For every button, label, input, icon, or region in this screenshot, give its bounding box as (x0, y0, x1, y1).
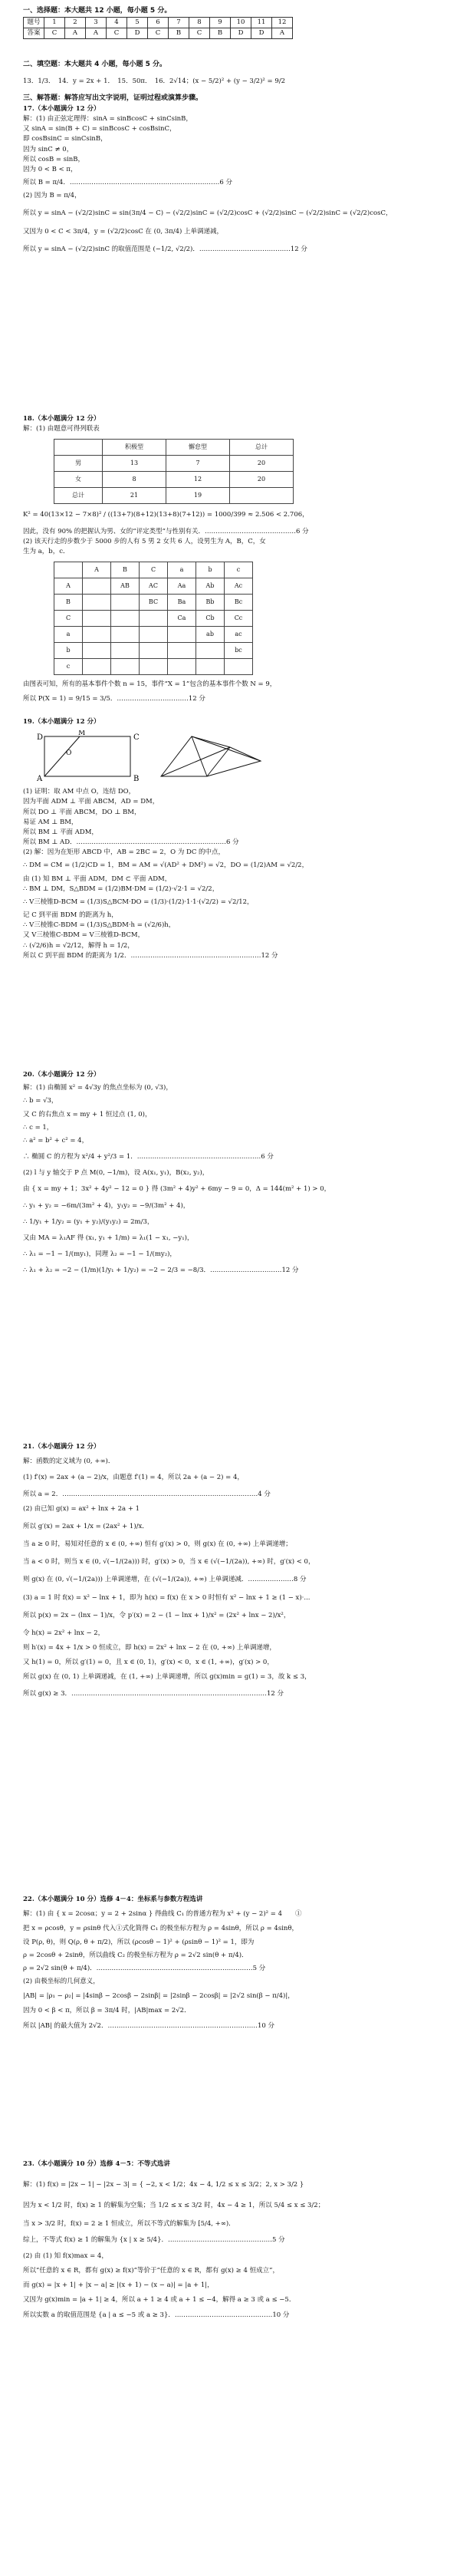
q19-line: (1) 证明：取 AM 中点 O，连结 DO， (23, 788, 136, 796)
fig-label-C: C (133, 733, 140, 743)
answer-key-letter: D (251, 28, 272, 39)
q19-section (23, 717, 437, 961)
contingency-cell: 8 (103, 472, 166, 488)
q18-line: (2) 该天行走的步数少于 5000 步的人有 5 男 2 女共 6 人，设男生为 A，B，C，女 (23, 537, 266, 545)
q22-line: 因为 0 < β < π，所以 β = 3π/4 时，|AB|max = 2√2． (23, 2007, 191, 2015)
contingency-cell: 20 (230, 472, 294, 488)
outcome-cell: Ab (196, 578, 225, 595)
contingency-cell: 21 (103, 488, 166, 504)
answer-key-letter: C (44, 28, 65, 39)
q21-line: 当 a < 0 时，则当 x ∈ (0, √(−1/(2a))) 时，g′(x) > 0，当 x ∈ (√(−1/(2a)), +∞) 时，g′(x) < 0， (23, 1558, 315, 1566)
outcome-cell: b (196, 562, 225, 578)
outcome-cell: Bc (225, 595, 253, 611)
answer-key-number: 12 (272, 17, 293, 28)
outcome-cell (111, 611, 140, 627)
q23-line: 当 x > 3/2 时，f(x) = 2 ≥ 1 恒成立，所以不等式的解集为 [5/4, +∞)． (23, 2219, 235, 2228)
outcome-cell: AB (111, 578, 140, 595)
answer-key-number-row (24, 17, 293, 28)
outcome-cell (111, 627, 140, 643)
q19-line: 记 C 到平面 BDM 的距离为 h， (23, 911, 118, 920)
outcome-cell (140, 643, 168, 659)
q20-section (23, 1070, 437, 1282)
q18-line: 由图表可知，所有的基本事件个数 n = 15，事件“X = 1”包含的基本事件个数 N = 9， (23, 680, 277, 689)
q18-title: 18.（本小题满分 12 分） (23, 415, 100, 423)
q23-line: 所以“任意的 x ∈ R，都有 g(x) ≥ f(x)”等价于“任意的 x ∈ R，都有 g(x) ≥ 4 恒成立”， (23, 2267, 279, 2275)
outcome-cell (83, 643, 111, 659)
q17-line: 所以 B = π/4．……………………………………………………………6 分 (23, 179, 232, 187)
answer-key-number: 10 (231, 17, 251, 28)
answer-key-number: 8 (189, 17, 210, 28)
q22-line: 所以 |AB| 的最大值为 2√2．……………………………………………………………10 分 (23, 2021, 274, 2030)
contingency-cell: 12 (166, 472, 230, 488)
q19-line: ∴ V三棱锥C-BDM = (1/3)S△BDM·h = (√2/6)h， (23, 921, 176, 930)
q20-line: 解：(1) 由椭圆 x² = 4√3y 的焦点坐标为 (0, √3)， (23, 1084, 172, 1092)
outcome-cell (111, 643, 140, 659)
q20-line: ∴ 1/y₁ + 1/y₂ = (y₁ + y₂)/(y₁y₂) = 2m/3， (23, 1217, 154, 1226)
answer-key-number: 5 (127, 17, 148, 28)
outcome-cell: B (54, 595, 83, 611)
q19-line: ∴ BM ⊥ DM，S△BDM = (1/2)BM·DM = (1/2)·√2·1 = √2/2， (23, 884, 219, 893)
rectangle-figure (44, 736, 130, 776)
q21-line: 解：函数的定义域为 (0, +∞)． (23, 1458, 115, 1466)
q17-line: 因为 0 < B < π， (23, 165, 77, 173)
q19-line: 所以 C 到平面 BDM 的距离为 1/2．……………………………………………………12 分 (23, 951, 278, 960)
q19-figure (31, 730, 337, 784)
q22-line: 设 P(ρ, θ)，则 Q(ρ, θ + π/2)，所以 (ρcosθ − 1)² + (ρsinθ − 1)² = 1，即为 (23, 1938, 255, 1946)
answer-key-letter: C (189, 28, 210, 39)
q17-line: 解：(1) 由正弦定理得：sinA = sinBcosC + sinCsinB， (23, 115, 192, 124)
part2-answers: 13．1/3． 14．y = 2x + 1． 15．50π． 16．2√14；(x − 5/2)² + (y − 3/2)² = 9/2 (23, 77, 286, 85)
q23-line: 综上，不等式 f(x) ≥ 1 的解集为 {x | x ≥ 5/4}．…………………………………………5 分 (23, 2235, 285, 2244)
answer-key-table (23, 17, 293, 39)
outcome-cell (225, 659, 253, 675)
answer-key-letter: D (231, 28, 251, 39)
q17-line: 因为 sinC ≠ 0， (23, 145, 74, 153)
outcome-cell (54, 562, 83, 578)
outcome-cell (83, 627, 111, 643)
fig-label-B: B (133, 775, 140, 784)
q21-line: 所以 a = 2．………………………………………………………………………………4 分 (23, 1490, 271, 1498)
outcome-cell (83, 611, 111, 627)
q21-line: 则 g(x) 在 (0, √(−1/(2a))) 上单调递增，在 (√(−1/(2a)), +∞) 上单调递减．…………………8 分 (23, 1576, 307, 1584)
q23-line: (2) 由 (1) 知 f(x)max = 4， (23, 2252, 108, 2260)
q17-line: 17.（本小题满分 12 分） (23, 104, 100, 113)
q21-line: 所以 g(x) 在 (0, 1) 上单调递减，在 (1, +∞) 上单调递增，所以 g(x)min = g(1) = 3，故 k ≤ 3， (23, 1673, 311, 1682)
outcome-cell (140, 611, 168, 627)
outcome-cell (83, 578, 111, 595)
part1-heading: 一、选择题：本大题共 12 小题，每小题 5 分。 (23, 7, 172, 15)
q18-line: 所以 P(X = 1) = 9/15 = 3/5．……………………………12 分 (23, 695, 205, 703)
q17-line: 又因为 0 < C < 3π/4，y = (√2/2)cosC 在 (0, 3π/4) 上单调递减， (23, 227, 224, 236)
outcome-row (54, 611, 253, 627)
outcome-cell: a (168, 562, 196, 578)
fig-label-O: O (66, 749, 72, 758)
outcome-cell: Cc (225, 611, 253, 627)
q22-line: (2) 由极坐标的几何意义， (23, 1978, 100, 1986)
contingency-cell: 男 (54, 456, 103, 472)
q17-line: 又 sinA = sin(B + C) = sinBcosC + cosBsinC， (23, 125, 176, 133)
outcome-cell: Aa (168, 578, 196, 595)
contingency-header-row (54, 440, 294, 456)
q18-line: 解：(1) 由题意可得列联表 (23, 425, 100, 433)
q23-line: 又因为 g(x)min = |a + 1| ≥ 4，所以 a + 1 ≥ 4 或 a + 1 ≤ −4，解得 a ≥ 3 或 a ≤ −5． (23, 2296, 296, 2304)
answer-key-answer-header: 答案 (24, 28, 44, 39)
outcome-cell (111, 595, 140, 611)
q21-line: 所以 g′(x) = 2ax + 1/x = (2ax² + 1)/x． (23, 1522, 149, 1530)
outcome-cell: A (54, 578, 83, 595)
outcome-row (54, 659, 253, 675)
answer-key-letter: D (127, 28, 148, 39)
q20-line: ∴ y₁ + y₂ = −6m/(3m² + 4)，y₁y₂ = −9/(3m² + 4)， (23, 1201, 190, 1210)
q20-line: ∴ a² = b² + c² = 4， (23, 1136, 89, 1145)
answer-key-number: 1 (44, 17, 65, 28)
q20-line: ∴ b = √3， (23, 1097, 58, 1105)
fig-label-A: A (37, 775, 43, 784)
q22-line: ρ = 2√2 sin(θ + π/4)．………………………………………………………………5 分 (23, 1964, 266, 1972)
q19-line: ∴ V三棱锥D-BCM = (1/3)S△BCM·DO = (1/3)·(1/2)·1·1·(√2/2) = √2/12， (23, 898, 254, 906)
q23-line: 所以实数 a 的取值范围是 {a | a ≤ −5 或 a ≥ 3}．………………………………………10 分 (23, 2311, 290, 2319)
outcome-cell: C (140, 562, 168, 578)
outcome-cell: a (54, 627, 83, 643)
contingency-cell: 19 (166, 488, 230, 504)
fig-label-D: D (37, 733, 44, 743)
outcome-cell: AC (140, 578, 168, 595)
outcome-cell (140, 627, 168, 643)
q18-section (23, 414, 437, 704)
q23-section (23, 2159, 437, 2325)
q21-line: 则 h′(x) = 4x + 1/x > 0 恒成立，即 h(x) = 2x² + lnx − 2 在 (0, +∞) 上单调递增， (23, 1644, 276, 1652)
q20-line: 又由 MA = λ₁AF 得 (x₁, y₁ + 1/m) = λ₁(1 − x₁, −y₁)， (23, 1234, 194, 1242)
q19-line: 因为平面 ADM ⊥ 平面 ABCM，AD = DM， (23, 798, 159, 806)
contingency-cell: 总计 (54, 488, 103, 504)
answer-key-answer-row (24, 28, 293, 39)
q20-line: ∴ λ₁ + λ₂ = −2 − (1/m)(1/y₁ + 1/y₂) = −2 − 2/3 = −8/3．……………………………12 分 (23, 1267, 299, 1275)
q18-line: 因此，没有 90% 的把握认为男、女的“评定类型”与性别有关．……………………………………6 分 (23, 527, 309, 535)
q17-section (23, 94, 437, 262)
q20-line: ∴ 椭圆 C 的方程为 x²/4 + y²/3 = 1．…………………………………………………6 分 (23, 1153, 274, 1161)
outcome-cell: Ba (168, 595, 196, 611)
q22-line: 把 x = ρcosθ，y = ρsinθ 代入①式化简得 C₁ 的极坐标方程为 ρ = 4sinθ，所以 ρ = 4sinθ， (23, 1925, 299, 1933)
answer-key-letter: A (65, 28, 86, 39)
outcome-row (54, 627, 253, 643)
q17-line: 即 cosBsinC = sinCsinB， (23, 135, 107, 143)
contingency-cell: 20 (230, 456, 294, 472)
part1-section (23, 6, 437, 39)
outcome-cell: A (83, 562, 111, 578)
q18-line: 生为 a，b，c． (23, 547, 70, 555)
q21-line: 令 h(x) = 2x² + lnx − 2， (23, 1629, 105, 1637)
q19-line: ∴ DM = CM = (1/2)CD = 1，BM = AM = √(AD² + DM²) = √2，DO = (1/2)AM = √2/2， (23, 861, 309, 870)
outcome-row (54, 578, 253, 595)
outcome-cell: c (54, 659, 83, 675)
q18-line: K² = 40(13×12 − 7×8)² / ((13+7)(8+12)(13+8)(7+12)) = 1000/399 ≈ 2.506 < 2.706， (23, 511, 309, 519)
contingency-cell: 7 (166, 456, 230, 472)
q20-line: 由 { x = my + 1；3x² + 4y² − 12 = 0 } 得 (3m² + 4)y² + 6my − 9 = 0，Δ = 144(m² + 1) > 0， (23, 1185, 331, 1194)
outcome-row (54, 643, 253, 659)
outcome-cell (168, 659, 196, 675)
outcome-cell: b (54, 643, 83, 659)
q20-line: (2) l 与 y 轴交于 P 点 M(0, −1/m)，设 A(x₁, y₁)，B(x₂, y₂)， (23, 1169, 209, 1178)
q17-line: 所以 cosB = sinB， (23, 155, 85, 163)
outcome-cell: Cb (196, 611, 225, 627)
answer-key-letter: A (272, 28, 293, 39)
q19-title: 19.（本小题满分 12 分） (23, 718, 100, 726)
outcome-cell (83, 595, 111, 611)
answer-key-number: 3 (86, 17, 107, 28)
q21-line: 所以 p(x) = 2x − (lnx − 1)/x，令 p′(x) = 2 − (1 − lnx + 1)/x² = (2x² + lnx − 2)/x²， (23, 1611, 291, 1619)
q19-line: 又 V三棱锥C-BDM = V三棱锥D-BCM， (23, 931, 145, 940)
outcome-row (54, 562, 253, 578)
q21-line: (2) 由已知 g(x) = ax² + lnx + 2a + 1 (23, 1504, 140, 1513)
q19-line: 所以 BM ⊥ AD．……………………………………………………………6 分 (23, 838, 239, 847)
q20-line: 又 C 的右焦点 x = my + 1 恒过点 (1, 0)， (23, 1110, 152, 1118)
answer-key-number: 11 (251, 17, 272, 28)
q22-line: |AB| = |ρ₁ − ρ₂| = |4sinβ − 2cosβ − 2sinβ| = |2sinβ − 2cosβ| = |2√2 sin(β − π/4)|， (23, 1992, 294, 2001)
q21-line: 当 a ≥ 0 时，易知对任意的 x ∈ (0, +∞) 恒有 g′(x) > 0，则 g(x) 在 (0, +∞) 上单调递增； (23, 1540, 292, 1549)
q17-line: 所以 y = sinA − (√2/2)sinC = sin(3π/4 − C) − (√2/2)sinC = (√2/2)cosC + (√2/2)sinC − (√2/2)sinC = (√2/2)cosC， (23, 209, 393, 218)
outcome-cell: Ac (225, 578, 253, 595)
answer-key-number: 9 (210, 17, 231, 28)
q20-line: ∴ λ₁ = −1 − 1/(my₁)，同理 λ₂ = −1 − 1/(my₂)， (23, 1250, 176, 1259)
part2-section (23, 60, 437, 87)
q23-line: 解：(1) f(x) = |2x − 1| − |2x − 3| = { −2, x < 1/2；4x − 4, 1/2 ≤ x ≤ 3/2；2, x > 3/2 } (23, 2181, 304, 2189)
outcome-cell: BC (140, 595, 168, 611)
q21-line: 又 h(1) = 0，所以 g′(1) = 0，且 x ∈ (0, 1)，g′(x) < 0，x ∈ (1, +∞)，g′(x) > 0， (23, 1659, 274, 1667)
q21-line: (3) a = 1 时 f(x) = x² − lnx + 1，即为 h(x) = f(x) 在 x > 0 时恒有 x² − lnx + 1 ≥ (1 − x)·... (23, 1593, 310, 1602)
q23-title: 23.（本小题满分 10 分）选修 4－5：不等式选讲 (23, 2160, 170, 2168)
contingency-row (54, 472, 294, 488)
q20-title: 20.（本小题满分 12 分） (23, 1071, 100, 1079)
outcome-cell: c (225, 562, 253, 578)
outcome-cell: Bb (196, 595, 225, 611)
answer-key-number: 6 (148, 17, 169, 28)
q20-line: ∴ c = 1， (23, 1123, 54, 1132)
outcome-table (54, 562, 253, 675)
part3-heading: 三、解答题：解答应写出文字说明，证明过程或演算步骤。 (23, 94, 203, 102)
contingency-header: 积极型 (103, 440, 166, 456)
q22-title: 22.（本小题满分 10 分）选修 4－4：坐标系与参数方程选讲 (23, 1896, 203, 1903)
q21-line: (1) f′(x) = 2ax + (a − 2)/x，由题意 f′(1) = 4，所以 2a + (a − 2) = 4， (23, 1474, 244, 1482)
q17-line: (2) 因为 B = π/4， (23, 192, 81, 200)
answer-key-letter: A (86, 28, 107, 39)
fig-label-M: M (78, 730, 86, 738)
q22-section (23, 1895, 437, 2034)
contingency-cell: 女 (54, 472, 103, 488)
outcome-cell: B (111, 562, 140, 578)
q22-line: ρ = 2cosθ + 2sinθ，所以曲线 C₂ 的极坐标方程为 ρ = 2√2 sin(θ + π/4)． (23, 1951, 248, 1959)
contingency-table (54, 439, 294, 504)
answer-key-number: 4 (107, 17, 127, 28)
q19-line: 由 (1) 知 BM ⊥ 平面 ADM，DM ⊂ 平面 ADM， (23, 875, 172, 883)
q19-line: 所以 DO ⊥ 平面 ABCM，DO ⊥ BM， (23, 808, 141, 816)
answer-key-letter: B (210, 28, 231, 39)
contingency-header: 总计 (230, 440, 294, 456)
q19-line: 易证 AM ⊥ BM， (23, 818, 78, 826)
outcome-cell: ac (225, 627, 253, 643)
pyramid-figure (161, 736, 261, 776)
outcome-cell: C (54, 611, 83, 627)
outcome-cell (196, 643, 225, 659)
contingency-cell: 13 (103, 456, 166, 472)
q21-section (23, 1442, 437, 1705)
q19-line: (2) 解：因为在矩形 ABCD 中，AB = 2BC = 2，O 为 DC 的中点， (23, 848, 225, 857)
contingency-row (54, 488, 294, 504)
part2-heading: 二、填空题：本大题共 4 小题，每小题 5 分。 (23, 61, 167, 68)
outcome-cell (168, 643, 196, 659)
answer-key-letter: C (148, 28, 169, 39)
answer-key-letter: B (169, 28, 189, 39)
contingency-header (54, 440, 103, 456)
outcome-cell (111, 659, 140, 675)
answer-key-number: 7 (169, 17, 189, 28)
outcome-cell: ab (196, 627, 225, 643)
q23-line: 因为 x < 1/2 时，f(x) ≥ 1 的解集为空集；当 1/2 ≤ x ≤ 3/2 时，4x − 4 ≥ 1，所以 5/4 ≤ x ≤ 3/2； (23, 2202, 325, 2210)
answer-key-letter: C (107, 28, 127, 39)
outcome-cell (168, 627, 196, 643)
outcome-cell: bc (225, 643, 253, 659)
outcome-row (54, 595, 253, 611)
answer-key-row-header: 题号 (24, 17, 44, 28)
q19-line: ∴ (√2/6)h = √2/12，解得 h = 1/2， (23, 941, 134, 950)
q17-line: 所以 y = sinA − (√2/2)sinC 的取值范围是 (−1/2, √2/2)．……………………………………12 分 (23, 245, 307, 253)
contingency-header: 懈怠型 (166, 440, 230, 456)
q23-line: 而 g(x) = |x + 1| + |x − a| ≥ |(x + 1) − (x − a)| = |a + 1|， (23, 2281, 214, 2290)
q19-line: 所以 BM ⊥ 平面 ADM， (23, 828, 98, 836)
answer-key-number: 2 (65, 17, 86, 28)
contingency-cell (230, 488, 294, 504)
contingency-row (54, 456, 294, 472)
q21-title: 21.（本小题满分 12 分） (23, 1443, 100, 1451)
q22-line: 解：(1) 由 { x = 2cosα；y = 2 + 2sinα } 得曲线 C₁ 的普通方程为 x² + (y − 2)² = 4 ① (23, 1910, 302, 1919)
outcome-cell: Ca (168, 611, 196, 627)
q21-line: 所以 g(x) ≥ 3．………………………………………………………………………………12 分 (23, 1689, 284, 1698)
outcome-cell (83, 659, 111, 675)
outcome-cell (140, 659, 168, 675)
outcome-cell (196, 659, 225, 675)
